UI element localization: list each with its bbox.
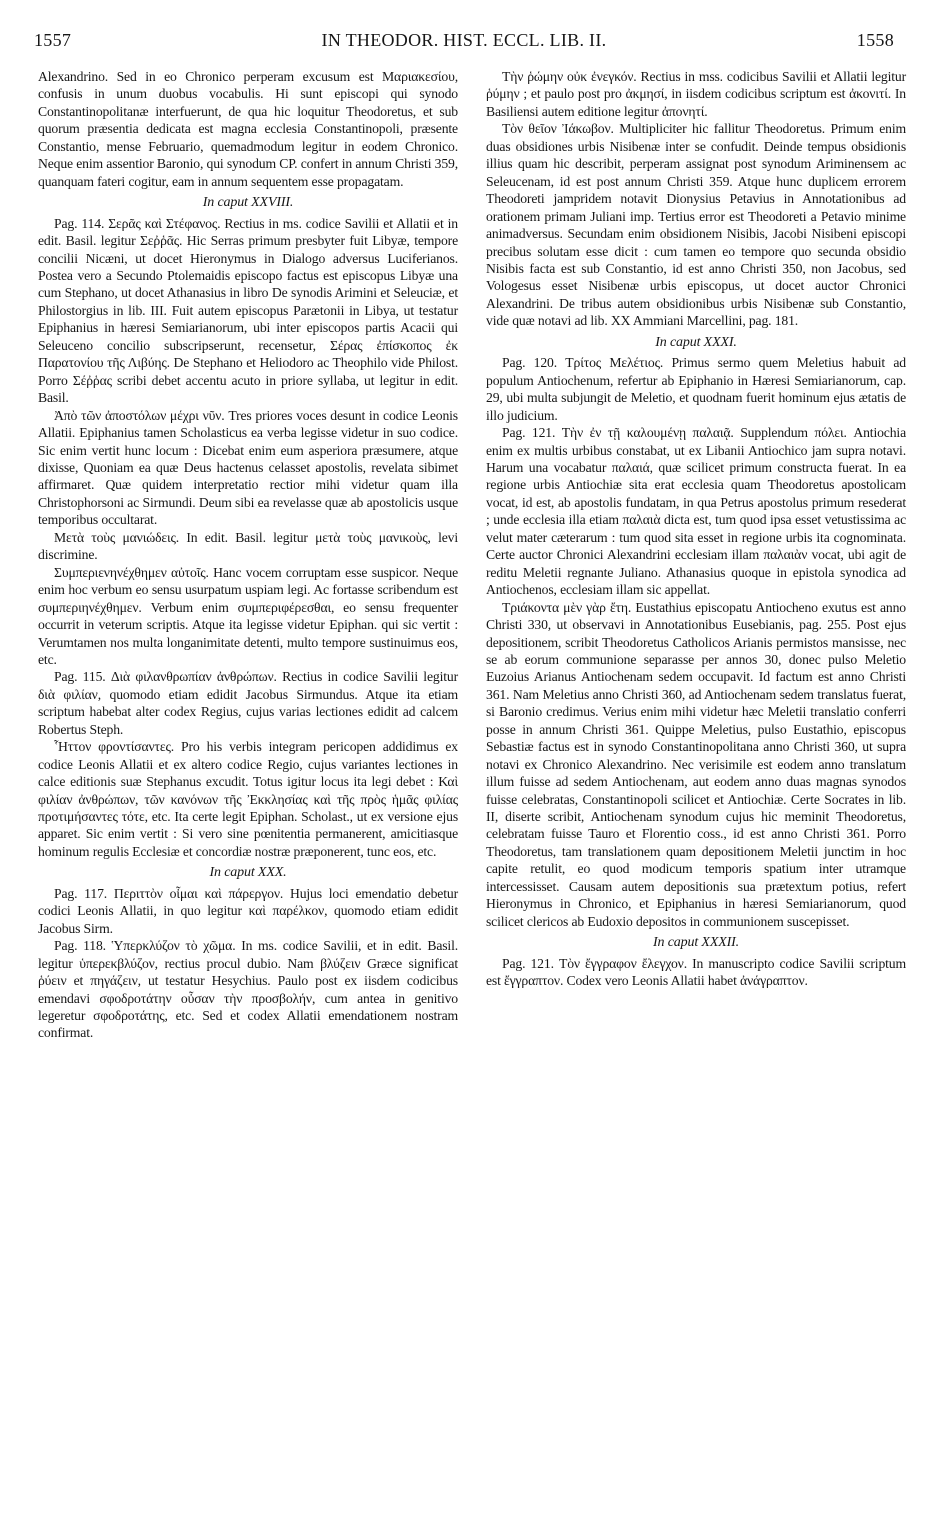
chapter-heading: In caput XXXI. — [655, 334, 737, 350]
page-number-right: 1558 — [856, 30, 894, 50]
left-column — [38, 68, 458, 1042]
paragraph: Pag. 121. Τὴν ἐν τῇ καλουμένῃ παλαιᾷ. Supplendum πόλει. Antiochia enim ex multis urbibus constabat, ut ex Libanii Antiochico jam supra notavi. Harum una vocabatur παλαιά, quæ scilicet primum constructa fuerat. In ea regione urbis Antiochiæ sita erat ecclesia quam Theodoretus apostolicam vocat, id est, ab apostolis fundatam, in qua Petrus apostolus primum resederat ; unde ecclesia illa etiam παλαιὰ dicta est, tum quod ipsa esset vetustissima ac velut mater cæterarum : tum quod sita esset in regione urbis ita cognominata. Certe auctor Chronici Alexandrini ecclesiam illam παλαιὰν vocat, ubi agit de reditu Meletii regnante Juliano. Athanasius quoque in epistola synodica ad Antiochenos, ecclesiam illam sic appellat. — [486, 425, 906, 598]
paragraph: Pag. 114. Σερᾶς καὶ Στέφανος. Rectius in ms. codice Savilii et Allatii et in edit. Basil. legitur Σεῤῥᾶς. Hic Serras primum presbyter fuit Libyæ, tempore concilii Nicæni, ut docet Hieronymus in Dialogo adversus Luciferianos. Postea vero a Secundo Ptolemaidis episcopo factus est episcopus Libyæ una cum Stephano, ut docet Athanasius in libro De synodis Arimini et Seleuciæ, et Philostorgius in lib. III. Fuit autem episcopus Parætonii in Libya, ut testatur Epiphanius in hæresi Semiarianorum, ubi inter episcopos partis Acacii qui Seleuceno concilio subscripserunt, recensetur, Σέρας ἐπίσκοπος ἐκ Παρατονίου τῆς Λιβύης. De Stephano et Heliodoro ac Theophilo vide Philost. Porro Σέῤῥας scribi debet accentu acuto in priore syllaba, ut legitur in edit. Basil. — [38, 215, 458, 406]
paragraph: Pag. 117. Περιττὸν οἶμαι καὶ πάρεργον. Hujus loci emendatio debetur codici Leonis Allatii, in quo legitur καὶ παρέλκον, quomodo etiam edidit Jacobus Sirm. — [38, 885, 458, 936]
chapter-heading: In caput XXX. — [209, 865, 287, 881]
running-title: IN THEODOR. HIST. ECCL. LIB. II. — [321, 30, 607, 50]
page-number-left: 1557 — [34, 30, 72, 50]
paragraph: Τὸν θεῖον Ἰάκωβον. Multipliciter hic fallitur Theodoretus. Primum enim duas obsidiones urbis Nisibenæ inter se confudit. Deinde tempus obsidionis illius quam hic describit, perperam assignat post synodum Ariminensem ac Seleucenam, id est post annum Christi 359. Atque hunc duplicem errorem Theodoreti jampridem notavit Dionysius Petavius in Annotationibus ad orationem primam Juliani imp. Tertius error est Theodoreti a Petavio minime animadversus. Secundam enim obsidionem Nisibis, Jacobi Nisibeni episcopi precibus solutam esse dicit : cum tamen eo tempore quo secunda obsidio Nisibis facta est sub Constantio, id est anno Christi 350, non Jacobus, sed Vologesus esset Nisibenæ urbis episcopus, ut docet auctor Chronici Alexandrini. De tribus autem obsidionibus urbis Nisibenæ sub Constantio, vide quæ notavi ad lib. XX Ammiani Marcellini, pag. 181. — [486, 121, 906, 329]
chapter-heading: In caput XXVIII. — [202, 195, 294, 211]
right-column — [486, 68, 906, 990]
paragraph: Alexandrino. Sed in eo Chronico perperam excusum est Μαριακεσίου, confusis in unum duobus vocabulis. Hi sunt episcopi qui synodo Constantinopolitanæ interfuerunt, de qua hic loquitur Theodoretus, et sub quorum præsentia dedicata est magna ecclesia Constantinopoli, præsente Constantio, mense Februario, quemadmodum legitur in eodem Chronico. Neque enim assentior Baronio, qui synodum CP. confert in annum Christi 359, quanquam fateri cogitur, eam in annum sequentem esse propagatam. — [38, 69, 458, 189]
running-header — [34, 30, 894, 58]
paragraph: Pag. 121. Τὸν ἔγγραφον ἔλεγχον. In manuscripto codice Savilii scriptum est ἔγγραπτον. Codex vero Leonis Allatii habet ἀνάγραπτον. — [486, 955, 906, 989]
paragraph: Ἧττον φροντίσαντες. Pro his verbis integram pericopen addidimus ex codice Leonis Allatii et ex altero codice Regio, cujus variantes lectiones in calce editionis suæ Stephanus excudit. Totus igitur locus ita legi debet : Καὶ φιλίαν ἀνθρώπων, τῶν κανόνων τῆς Ἐκκλησίας καὶ τῆς πρὸς ἡμᾶς φιλίας προτιμήσαντες τότε, etc. Ita certe legit Epiphan. Scholast., ut ex versione ejus apparet. Sic enim vertit : Si vero sine pœnitentia permanerent, amicitiasque hominum regulis Ecclesiæ et concordiæ nostræ præponerent, tunc eos, etc. — [38, 739, 458, 859]
paragraph: Pag. 120. Τρίτος Μελέτιος. Primus sermo quem Meletius habuit ad populum Antiochenum, refertur ab Epiphanio in Hæresi Semiarianorum, cap. 29, ubi multa subjungit de Meletio, et quodnam fuerit hominum ejus ætatis de illo judicium. — [486, 355, 906, 423]
paragraph: Τριάκοντα μὲν γὰρ ἔτη. Eustathius episcopatu Antiocheno exutus est anno Christi 330, ut observavi in Annotationibus Eusebianis, pag. 255. Post ejus depositionem, scribit Theodoretus Catholicos Arianis permistos mansisse, nec se ab eorum communione separasse per annos 30, donec pulso Meletio Euzoius Arianus Antiochenam sedem occupavit. Id factum est anno Christi 361. Nam Meletius anno Christi 360, ad Antiochenam sedem translatus fuerat, si Baronio credimus. Verius enim mihi videtur hæc Meletii translatio conferri posse in annum Christi 361. Quippe Meletius, pulso Eustathio, episcopus Sebastiæ factus est in synodo Constantinopolitana anno Christi 360, ut supra notavi ex Chronico Alexandrino. Nec verisimile est eodem anno translatum illum fuisse ad sedem Antiochenam, aut eodem anno duas magnas synodos fuisse celebratas, Constantinopoli scilicet et Antiochiæ. Certe Socrates in lib. II, diserte scribit, Antiochenam synodum cujus hic meminit Theodoretus, celebratam fuisse Tauro et Florentio coss., id est anno Christi 361. Porro Theodoretus, tam translationem quam depositionem Meletii junctim in hoc capite retulit, eo quod modicum temporis spatium inter utramque intercessisset. Causam autem depositionis sua prætextum potius, refert Hieronymus in Chronico, et Epiphanius in hæresi Semiarianorum, quod scilicet clericos ab Eudoxio depositos in communionem suscepisset. — [486, 599, 906, 929]
paragraph: Pag. 118. Ὑπερκλύζον τὸ χῶμα. In ms. codice Savilii, et in edit. Basil. legitur ὑπερεκβλύζον, rectius procul dubio. Nam βλύζειν Græce significat ῥύειν et πηγάζειν, ut testatur Hesychius. Paulo post ex iisdem codicibus emendavi σφοδροτάτην οὖσαν τὴν προσβολήν, cum antea in genitivo legeretur σφοδροτάτης, etc. Sed et codex Allatii emendationem nostram confirmat. — [38, 938, 458, 1041]
paragraph: Ἀπὸ τῶν ἀποστόλων μέχρι νῦν. Tres priores voces desunt in codice Leonis Allatii. Epiphanius tamen Scholasticus ea verba legisse videtur in suo codice. Sic enim vertit hunc locum : Dicebat enim eum asperiora præsumere, atque dixisse, Quoniam ea quæ Deus hactenus celasset apostolis, revelata sibimet affirmaret. Quæ quidem interpretatio rectior mihi videtur quam illa Christophorsoni ac Sirmundi. Deum sibi ea revelasse quæ ab apostolicis usque temporibus occultarat. — [38, 407, 458, 528]
chapter-heading: In caput XXXII. — [653, 935, 739, 951]
paragraph: Pag. 115. Διὰ φιλανθρωπίαν ἀνθρώπων. Rectius in codice Savilii legitur διὰ φιλίαν, quomodo etiam edidit Jacobus Sirmundus. Atque ita etiam scriptum habebat alter codex Regius, cujus varias lectiones edidit ad calcem Robertus Steph. — [38, 669, 458, 737]
paragraph: Τὴν ῥώμην οὐκ ἐνεγκόν. Rectius in mss. codicibus Savilii et Allatii legitur ῥύμην ; et paulo post pro ἀκμησί, in iisdem codicibus scriptum est ἀκονιτί. In Basiliensi autem editione legitur ἀπονητί. — [486, 69, 906, 119]
paragraph: Μετὰ τοὺς μανιώδεις. In edit. Basil. legitur μετὰ τοὺς μανικοὺς, levi discrimine. — [38, 529, 458, 563]
paragraph: Συμπεριενηνέχθημεν αὐτοῖς. Hanc vocem corruptam esse suspicor. Neque enim hoc verbum eo sensu usurpatum uspiam legi. Ac fortasse scribendum est συμπεριηνέχθημεν. Verbum enim συμπεριφέρεσθαι, eo sensu frequenter occurrit in veterum scriptis. Atque ita legisse videtur Epiphan. qui sic vertit : Verumtamen nos multa longanimitate detenti, multo tempore sustinuimus eos, etc. — [38, 564, 458, 667]
